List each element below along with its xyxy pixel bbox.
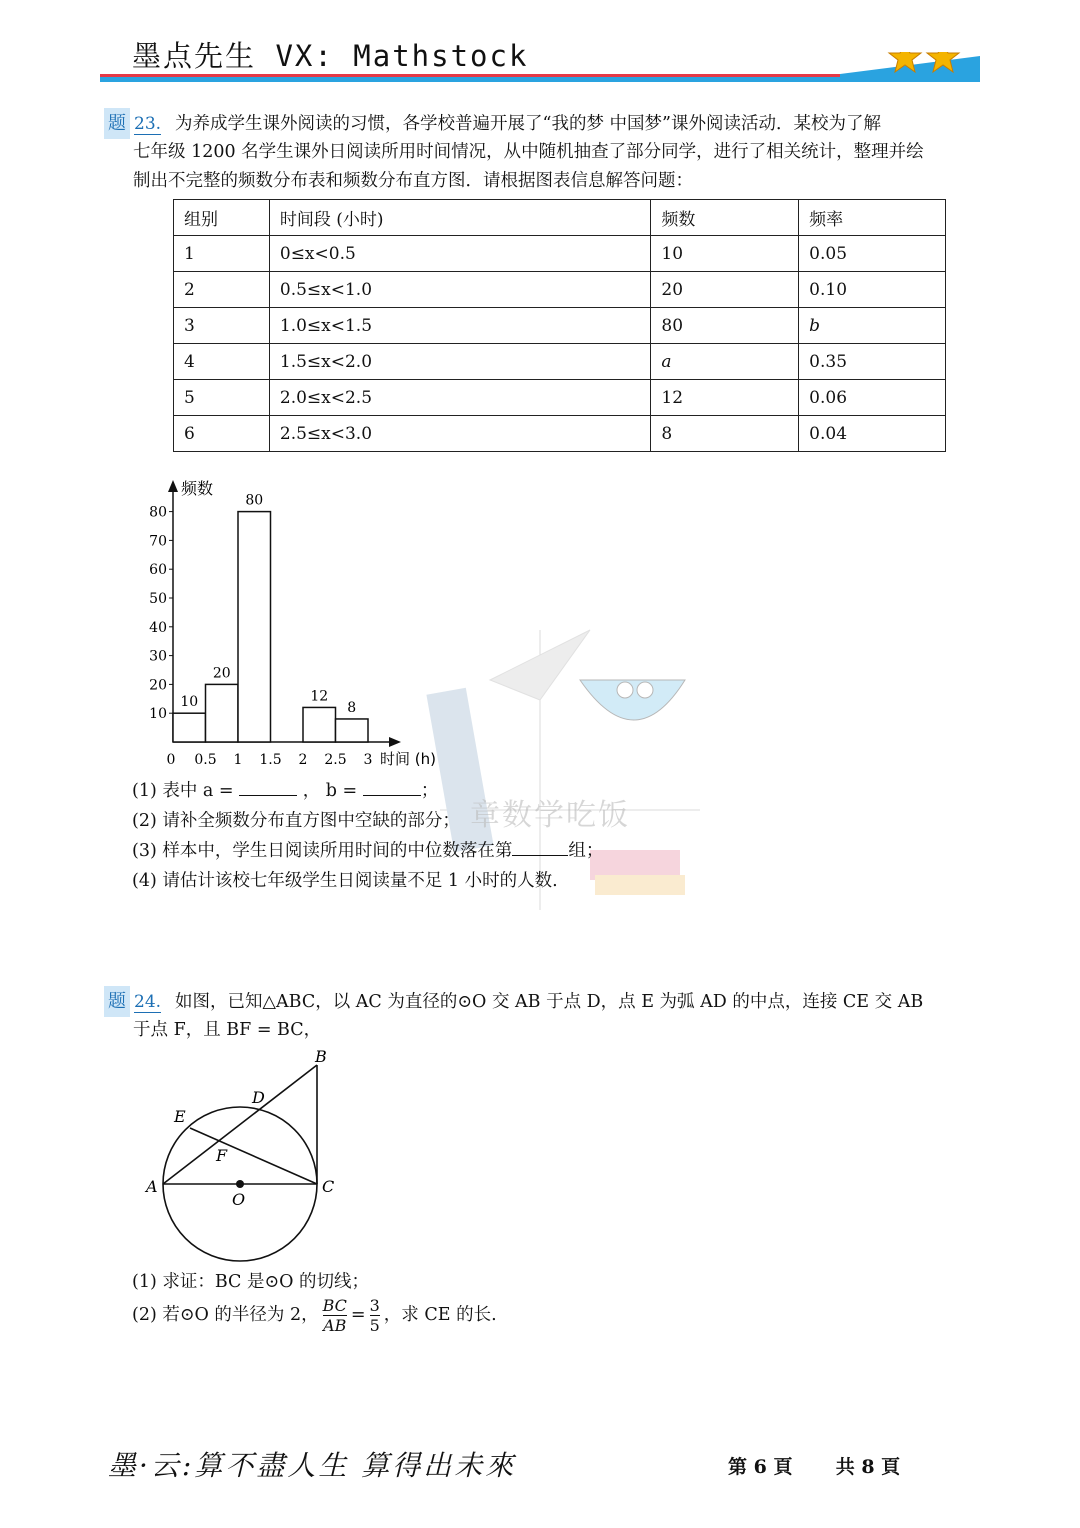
label-a: A — [146, 1177, 158, 1196]
q24-part2-post: ，求 CE 的长. — [383, 1305, 497, 1325]
table-cell: 1.0≤x<1.5 — [269, 308, 651, 344]
fraction-bc-ab — [323, 1296, 347, 1335]
table-row — [174, 308, 946, 344]
table-header: 组别 — [174, 200, 270, 236]
footer-page-info — [728, 1452, 900, 1479]
table-cell: 0.04 — [799, 416, 946, 452]
footer-motto: 墨·云:算不盡人生 算得出未來 — [108, 1449, 517, 1482]
table-cell: 12 — [651, 380, 799, 416]
histogram-bars — [173, 512, 368, 742]
y-tick-label: 40 — [149, 619, 167, 636]
bar-value-label: 20 — [212, 665, 231, 682]
x-tick-label: 0 — [166, 752, 176, 768]
y-tick-label: 70 — [149, 533, 167, 550]
histogram-bar — [336, 719, 369, 742]
bar-value-label: 12 — [310, 688, 329, 705]
table-cell: 5 — [174, 380, 270, 416]
label-b: B — [315, 1047, 327, 1066]
q23-sub3-pre: (3) 样本中，学生日阅读所用时间的中位数落在第 — [132, 841, 513, 861]
y-tick-label: 30 — [149, 648, 167, 665]
table-cell: 6 — [174, 416, 270, 452]
q23-sub2: (2) 请补全频数分布直方图中空缺的部分； — [132, 811, 460, 831]
table-cell: 0.10 — [799, 272, 946, 308]
page-total: 共 8 頁 — [835, 1456, 901, 1478]
table-cell: 2.5≤x<3.0 — [269, 416, 651, 452]
center-point — [236, 1180, 244, 1188]
bar-value-label: 80 — [245, 492, 264, 509]
q23-sub3 — [132, 837, 603, 866]
histogram-bar — [238, 512, 271, 742]
answer-blank-a[interactable] — [239, 779, 297, 796]
fraction-3-5 — [370, 1296, 380, 1335]
table-cell: 0≤x<0.5 — [269, 236, 651, 272]
label-f: F — [216, 1146, 228, 1165]
answer-blank-group[interactable] — [512, 839, 568, 856]
q23-sub1-b: ， b = — [302, 781, 358, 801]
table-cell: 10 — [651, 236, 799, 272]
q23-line2: 七年级 1200 名学生课外日阅读所用时间情况，从中随机抽查了部分同学，进行了相关统计，整理并绘 — [133, 142, 924, 162]
answer-blank-b[interactable] — [363, 779, 421, 796]
x-tick-label: 2 — [298, 752, 308, 768]
y-axis-label: 频数 — [181, 479, 214, 498]
q23-line1 — [104, 108, 881, 139]
header-blue-line — [100, 77, 980, 82]
q24-part1: (1) 求证：BC 是⊙O 的切线； — [132, 1272, 370, 1292]
q23-number: 23. — [134, 114, 162, 134]
q23-text1: 为养成学生课外阅读的习惯，各学校普遍开展了“我的梦 中国梦”课外阅读活动．某校为了解 — [175, 114, 881, 134]
q23-sub1-end: ； — [420, 781, 439, 801]
x-tick-label: 2.5 — [324, 752, 347, 768]
table-cell: 0.5≤x<1.0 — [269, 272, 651, 308]
table-header: 频数 — [651, 200, 799, 236]
q24-tag: 题 — [104, 986, 130, 1017]
x-tick-label: 3 — [363, 752, 373, 768]
q24-number: 24. — [134, 992, 162, 1012]
q23-tag: 题 — [104, 108, 130, 139]
label-d: D — [252, 1088, 265, 1107]
table-cell: 2 — [174, 272, 270, 308]
header-banner — [100, 52, 980, 92]
label-c: C — [322, 1177, 335, 1196]
y-axis-arrow-icon — [168, 480, 178, 492]
q24-line1 — [104, 986, 923, 1017]
fraction-denominator: AB — [323, 1316, 347, 1335]
y-tick-label: 20 — [149, 677, 167, 694]
table-row — [174, 236, 946, 272]
table-cell: 3 — [174, 308, 270, 344]
table-cell: 8 — [651, 416, 799, 452]
y-tick-label: 10 — [149, 706, 167, 723]
table-cell: a — [651, 344, 799, 380]
bar-value-label: 8 — [347, 699, 357, 716]
table-cell: 80 — [651, 308, 799, 344]
q24-text1: 如图，已知△ABC，以 AC 为直径的⊙O 交 AB 于点 D，点 E 为弧 AD 的中点，连接 CE 交 AB — [175, 992, 924, 1012]
y-tick-label: 50 — [149, 591, 167, 607]
table-header: 时间段 (小时) — [269, 200, 651, 236]
q23-sub4: (4) 请估计该校七年级学生日阅读量不足 1 小时的人数. — [132, 871, 558, 891]
q24-part2 — [132, 1296, 497, 1335]
table-cell: 0.06 — [799, 380, 946, 416]
x-tick-label: 0.5 — [194, 752, 217, 768]
table-cell: b — [799, 308, 946, 344]
table-cell: 0.35 — [799, 344, 946, 380]
label-e: E — [174, 1107, 186, 1126]
fraction-denominator: 5 — [369, 1316, 380, 1335]
table-header: 频率 — [799, 200, 946, 236]
frequency-table — [173, 199, 946, 452]
histogram-axes — [168, 480, 401, 747]
frequency-histogram — [140, 476, 460, 776]
x-tick-label: 1 — [233, 752, 243, 768]
x-tick-label: 1.5 — [259, 752, 282, 768]
table-cell: 0.05 — [799, 236, 946, 272]
table-row — [174, 344, 946, 380]
watermark-text: 章数学吃饭 — [470, 798, 630, 833]
table-row — [174, 416, 946, 452]
table-cell: 1.5≤x<2.0 — [269, 344, 651, 380]
header-title: 墨点先生 VX: Mathstock — [132, 39, 529, 73]
fraction-numerator: 3 — [369, 1296, 380, 1315]
table-cell: 2.0≤x<2.5 — [269, 380, 651, 416]
equals-sign: = — [350, 1305, 366, 1325]
histogram-bar — [303, 707, 336, 742]
segment-ab — [163, 1065, 317, 1184]
q23-sub3-post: 组； — [568, 841, 604, 861]
label-o: O — [232, 1190, 246, 1209]
table-row — [174, 380, 946, 416]
x-axis-arrow-icon — [389, 737, 401, 747]
fraction-numerator: BC — [322, 1296, 347, 1315]
geometry-figure — [140, 1040, 350, 1270]
bar-value-label: 10 — [180, 694, 199, 711]
table-cell: 20 — [651, 272, 799, 308]
table-row — [174, 272, 946, 308]
x-axis-label: 时间 (h) — [380, 750, 436, 768]
q23-sub1 — [132, 777, 438, 806]
table-header-row — [174, 200, 946, 236]
segment-ce — [190, 1128, 317, 1184]
y-tick-label: 80 — [149, 504, 167, 521]
q23-line3: 制出不完整的频数分布表和频数分布直方图．请根据图表信息解答问题： — [133, 171, 693, 191]
page-number: 第 6 頁 — [728, 1456, 793, 1478]
table-cell: 1 — [174, 236, 270, 272]
q23-sub1-a: (1) 表中 a = — [132, 781, 234, 801]
q24-line2: 于点 F，且 BF = BC， — [133, 1020, 322, 1040]
table-cell: 4 — [174, 344, 270, 380]
q24-part2-pre: (2) 若⊙O 的半径为 2， — [132, 1305, 319, 1325]
histogram-bar — [173, 713, 206, 742]
y-tick-label: 60 — [149, 562, 167, 579]
histogram-bar — [206, 684, 239, 742]
